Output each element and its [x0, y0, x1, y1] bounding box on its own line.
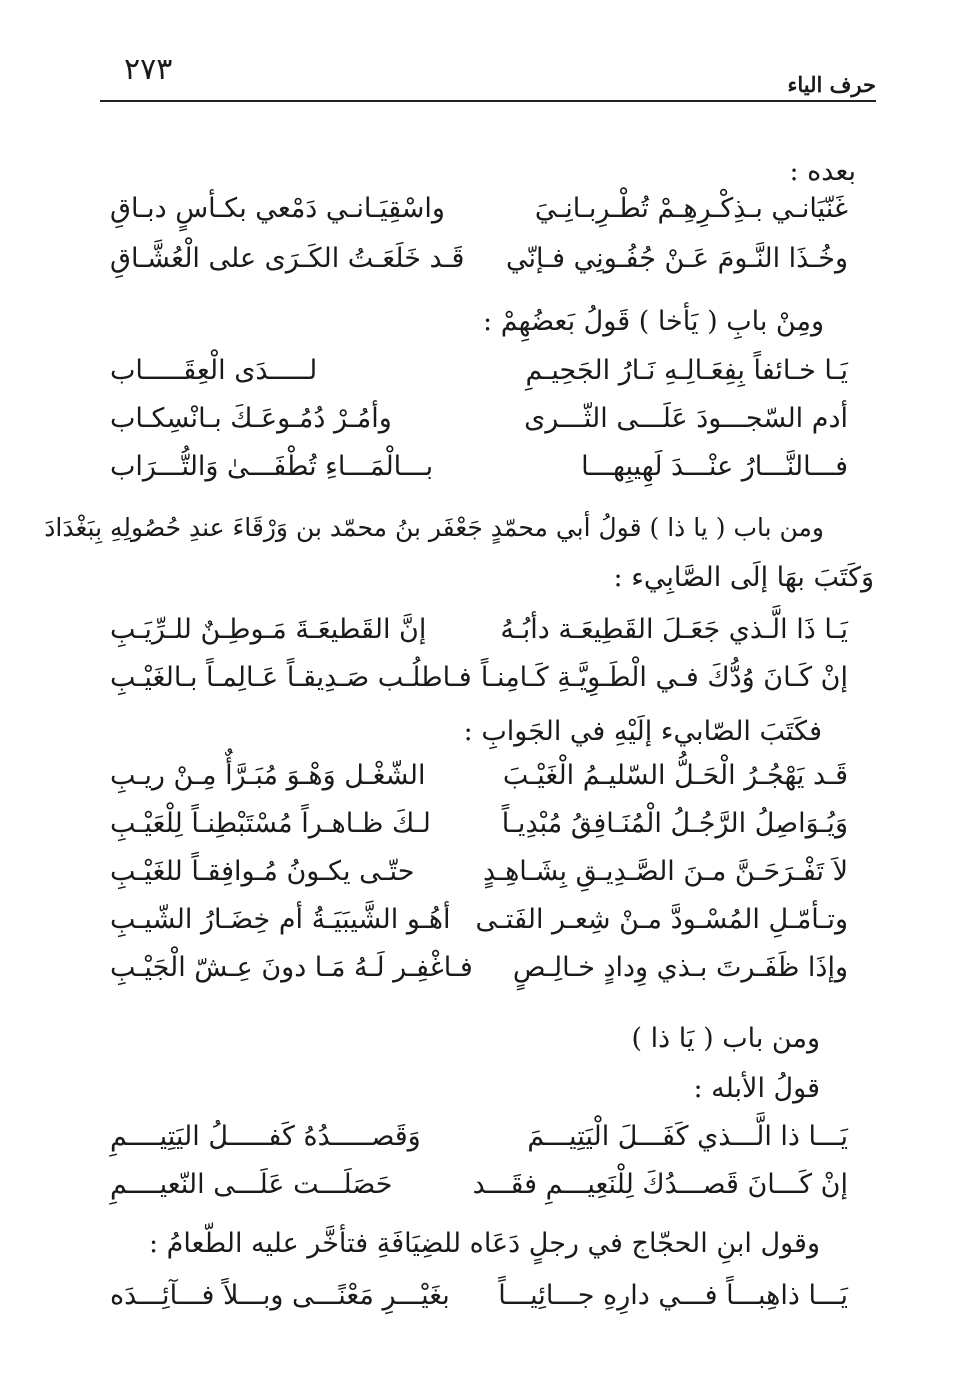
- verse-first-hemistich: يَـا خـائفاً بِفِعَـالِـهِ نَـارُ الجَحِيـمِ: [525, 355, 848, 386]
- verse-first-hemistich: إنْ كَـانَ وُدُّكَ فـي الْطَـوِيَّـةِ كَـامِنـاً: [480, 662, 848, 693]
- verse-second-hemistich: بغَيْـــرِ مَعْنًـــى وبـــلاً فـــآئِـــدَه: [110, 1280, 450, 1311]
- intro-line: بعده :: [789, 156, 856, 187]
- verse-first-hemistich: لاَ تَفْـرَحَـنَّ مـنَ الصَّـدِيـقِ بِشَـاهِـدٍ: [482, 856, 848, 887]
- section-heading: ومِنْ بابِ ( يَأخا ) قَولُ بَعضُهِمْ :: [483, 306, 824, 337]
- section-heading: فكَتَبَ الصّابيء إلَيْهِ في الجَوابِ :: [463, 716, 822, 747]
- verse-second-hemistich: إنَّ القَطيعَـةَ مَـوطِـنٌ للـرِّيَـبِ: [110, 614, 427, 645]
- section-heading: ومن باب ( يَا ذا ): [631, 1023, 820, 1054]
- verse-first-hemistich: وإذَا ظَفَـرتَ بـذي وِدادٍ خـالِـصٍ: [512, 952, 848, 983]
- verse-first-hemistich: إنْ كَـــانَ قَصـــدُكَ لِلْنَعِيـــمِ فقَـــد: [472, 1169, 848, 1200]
- verse-first-hemistich: يَـا ذَا الَّـذي جَعَـلَ القَطِيعَـة دأبُـهُ: [500, 614, 848, 645]
- verse-first-hemistich: وَيُـوَاصِلُ الرَّجُـلُ الْمُنَـافِقُ مُبْدِيـاً: [501, 808, 848, 839]
- section-heading-continued: قولُ الأبله :: [693, 1073, 820, 1104]
- verse-second-hemistich: الشّغْـل وَهْـوَ مُبَـرَّأٌ مِـنْ ريـبِ: [110, 760, 426, 791]
- verse-first-hemistich: أدم السّجـــودَ عَلَـــى الثّـــرى: [524, 403, 848, 434]
- verse-first-hemistich: فـــالنَّـــارُ عنْـــدَ لَهِيبِهـــا: [581, 451, 848, 482]
- running-title: حرف الياء: [787, 72, 876, 97]
- section-heading: وقول ابنِ الحجّاج في رجلٍ دَعَاه للضِيَافَةِ فتأخَّر عليه الطّعامُ :: [148, 1228, 820, 1259]
- verse-second-hemistich: واسْقِيَـانـي دَمْعي بكـأسٍ دبـاقِ: [110, 193, 445, 224]
- verse-second-hemistich: بـــالْمَـــاءِ تُطْفَـــىٰ وَالتُّـــرَاب: [110, 451, 434, 482]
- page-header: [100, 48, 876, 102]
- verse-second-hemistich: قَـد خَلَعَـتُ الكَـرَى على الْعُشَّـاقِ: [110, 243, 465, 274]
- verse-second-hemistich: فـاغْفِـر لَـهُ مَـا دونَ عِـشّ الْجَيْـبِ: [110, 952, 473, 983]
- verse-second-hemistich: لـــــدَى الْعِقَـــــاب: [110, 355, 318, 386]
- verse-second-hemistich: حتّـى يكـونُ مُـوافِقـاً للغَيْـبِ: [110, 856, 415, 887]
- verse-first-hemistich: غَنّيَانـي بـذِكْـرِهِـمْ تُطْـرِبـانِـيَ: [534, 193, 848, 224]
- verse-first-hemistich: قَـد يَهْجُـرُ الْحَـلُّ السّليـمُ الْغَيْـبَ: [502, 760, 848, 791]
- section-heading-continued: وَكَتَبَ بهَا إلَى الصَّابِيء :: [613, 562, 874, 593]
- verse-second-hemistich: فـاطلُـب صَـدِيقـاً عَـالِمـاً بـالغَيْـبِ: [110, 662, 472, 693]
- verse-second-hemistich: وَقَصـــــدُهُ كَفـــــلُ اليَتِيــــمِ: [110, 1121, 421, 1152]
- page-number: ٢٧٣: [124, 52, 173, 87]
- section-heading: ومن باب ( يا ذا ) قولُ أبي محمّدٍ جَعْفَر بنُ محمّد بن وَرْقَاءَ عندِ حُصُولِهِ بِبَغْدَادَ: [44, 513, 824, 542]
- verse-second-hemistich: لـكَ ظـاهـراً مُسْتَبْطِنـاً لِلْعَيْـبِ: [110, 808, 431, 839]
- verse-second-hemistich: حَصَلَـــت عَلَـــى النّعيــــمِ: [110, 1169, 393, 1200]
- verse-first-hemistich: وخُـذَا النَّـومَ عَـنْ جُفُـونِي فـإنّي: [506, 243, 848, 274]
- verse-first-hemistich: يَـــا ذاهِبـــاً فـــي دارِهِ جـــائِيـــاً: [498, 1280, 848, 1311]
- verse-second-hemistich: وأمُـرْ دُمُـوعَـكَ بـانْسِكـاب: [110, 403, 392, 434]
- verse-second-hemistich: أهُـو الشَّيبَيَـةُ أم خِضَـارُ الشّيـبِ: [110, 904, 451, 935]
- verse-first-hemistich: يَـــا ذا الَّـــذي كَفَـــلَ الْيَتِيـــمَ: [527, 1121, 848, 1152]
- verse-first-hemistich: وتـأمّـلِ المُسْـودَّ مـنْ شِعـر الفَتـى: [475, 904, 848, 935]
